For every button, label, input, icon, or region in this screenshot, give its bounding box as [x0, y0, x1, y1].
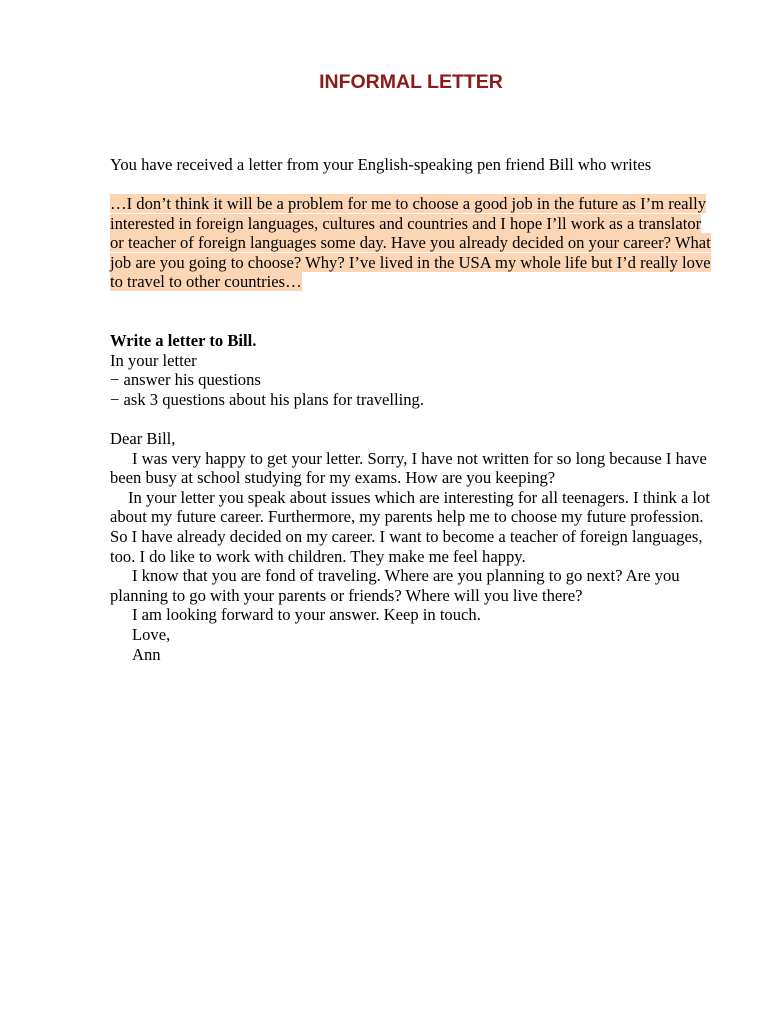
task-bullet: − ask 3 questions about his plans for travelling. — [110, 389, 424, 409]
task-bullet: − answer his questions — [110, 370, 261, 390]
letter-paragraph: I know that you are fond of traveling. Where are you planning to go next? Are you planning to go with your parents or friends? Where will you live there? — [110, 566, 680, 605]
letter-paragraph: In your letter you speak about issues which are interesting for all teenagers. I think a lot about my future career. Furthermore, my parents help me to choose my future profession. So I have already decided on my career. I want to become a teacher of foreign languages, too. I do like to work with children. They make me feel happy. — [110, 487, 710, 566]
intro-text: You have received a letter from your English-speaking pen friend Bill who writes — [110, 155, 652, 174]
letter-signature: Ann — [132, 644, 161, 664]
reply-letter — [110, 429, 715, 664]
letter-paragraph: I am looking forward to your answer. Keep in touch. — [132, 605, 481, 625]
page-title: INFORMAL LETTER — [319, 71, 503, 93]
task-line: In your letter — [110, 350, 197, 370]
quoted-letter-text: …I don’t think it will be a problem for me to choose a good job in the future as I’m really interested in foreign languages, cultures and countries and I hope I’ll work as a translator or teacher of foreign languages some day. Have you already decided on your career? What job are you going to choose? Why? I’ve lived in the USA my whole life but I’d really love to travel to other countries… — [110, 194, 711, 292]
task-instructions — [110, 331, 715, 409]
letter-paragraph: I was very happy to get your letter. Sorry, I have not written for so long because I have been busy at school studying for my exams. How are you keeping? — [110, 448, 707, 488]
task-heading: Write a letter to Bill. — [110, 331, 257, 350]
letter-greeting: Dear Bill, — [110, 429, 176, 448]
quoted-letter — [110, 194, 715, 292]
letter-closing: Love, — [132, 624, 171, 644]
